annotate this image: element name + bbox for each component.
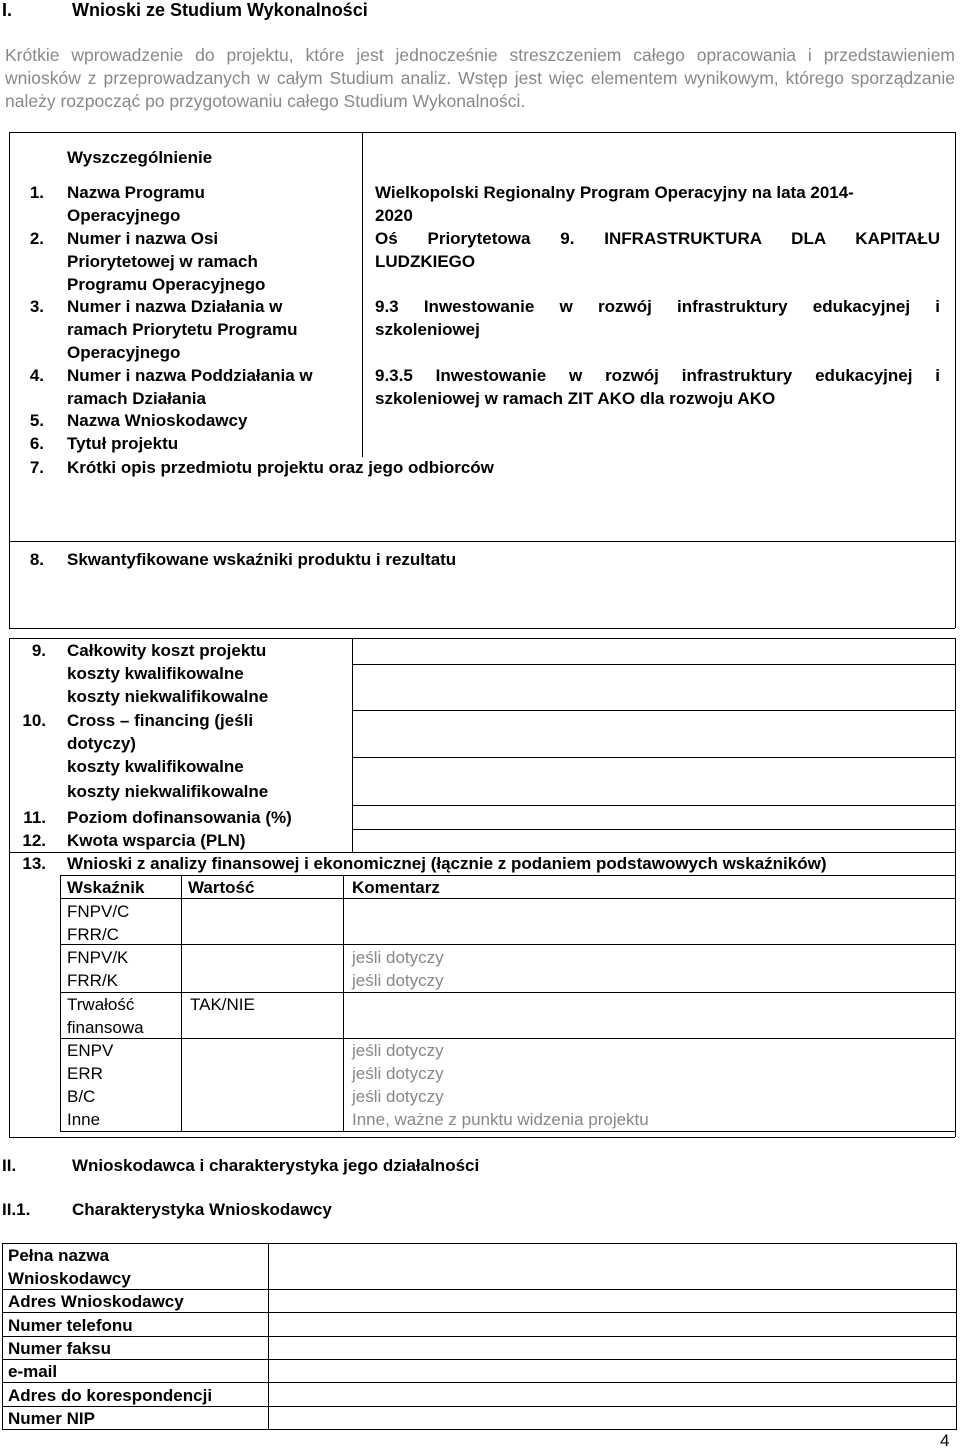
table-header: Wyszczególnienie [67,148,213,167]
intro-paragraph: Krótkie wprowadzenie do projektu, które jest jednocześnie streszczeniem całego opracowania i przedstawieniem wniosków z przeprowadzanych w całym Studium analiz. Wstęp jest więc elementem wynikowym, którego sporządzanie należy rozpocząć po przygotowaniu całego Studium Wykonalności. [5,45,955,111]
row-value: 9.3.5 Inwestowanie w rozwój infrastruktury edukacyjnej i [375,366,940,385]
indicator-header: Wskaźnik [67,878,145,897]
field-label: Numer NIP [8,1409,95,1428]
subsection-number: II.1. [2,1200,31,1219]
row-label: Priorytetowej w ramach [67,252,258,271]
value-header: Wartość [188,878,255,897]
row-number: 9. [31,641,46,660]
indicator-name: ENPV [67,1041,114,1060]
indicator-name: ERR [67,1064,103,1083]
row-label: Programu Operacyjnego [67,275,266,294]
row-value: 9.3 Inwestowanie w rozwój infrastruktury edukacyjnej i [375,297,940,316]
indicator-comment: jeśli dotyczy [352,971,444,990]
row-number: 3. [29,297,44,316]
field-label: Adres Wnioskodawcy [8,1292,184,1311]
field-label: Numer faksu [8,1339,111,1358]
indicator-comment: jeśli dotyczy [352,948,444,967]
row-label: Operacyjnego [67,343,181,362]
row-label: Numer i nazwa Osi [67,229,219,248]
row-label: koszty niekwalifikowalne [67,782,269,801]
section-title: Wnioski ze Studium Wykonalności [72,0,368,20]
row-label: ramach Działania [67,389,206,408]
row-number: 12. [22,831,46,850]
row-label: dotyczy) [67,734,136,753]
row-label: Numer i nazwa Działania w [67,297,283,316]
row-label: Krótki opis przedmiotu projektu oraz jego odbiorców [67,458,494,477]
indicator-comment: Inne, ważne z punktu widzenia projektu [352,1110,649,1129]
row-label: koszty niekwalifikowalne [67,687,269,706]
row-label: Operacyjnego [67,206,181,225]
row-label: koszty kwalifikowalne [67,757,244,776]
indicator-name: FNPV/K [67,948,129,967]
row-label: Skwantyfikowane wskaźniki produktu i rezultatu [67,550,457,569]
row-label: Nazwa Wnioskodawcy [67,411,248,430]
row-number: 10. [22,711,46,730]
row-number: 4. [29,366,44,385]
page-number: 4 [940,1431,950,1450]
indicator-name: FNPV/C [67,902,130,921]
subsection-title: Charakterystyka Wnioskodawcy [72,1200,332,1219]
row-number: 8. [29,550,44,569]
row-label: ramach Priorytetu Programu [67,320,298,339]
row-number: 11. [23,808,46,827]
row-label: Nazwa Programu [67,183,205,202]
comment-header: Komentarz [352,878,440,897]
indicator-name: Trwałość [67,995,135,1014]
row-label: Cross – financing (jeśli [67,711,254,730]
row-label: koszty kwalifikowalne [67,664,244,683]
indicator-name: finansowa [67,1018,144,1037]
field-label: Pełna nazwa [8,1246,110,1265]
row-number: 2. [29,229,44,248]
row-value: szkoleniowej w ramach ZIT AKO dla rozwoju AKO [375,389,776,408]
row-label: Całkowity koszt projektu [67,641,267,660]
field-label: Numer telefonu [8,1316,133,1335]
field-label: e-mail [8,1362,58,1381]
row-label: Kwota wsparcia (PLN) [67,831,246,850]
row-value: LUDZKIEGO [375,252,476,271]
indicator-name: FRR/K [67,971,118,990]
row-number: 1. [29,183,44,202]
row-number: 13. [22,854,46,873]
field-label: Adres do korespondencji [8,1386,213,1405]
row-value: Oś Priorytetowa 9. INFRASTRUKTURA DLA KAPITAŁU [375,229,940,248]
row-value: szkoleniowej [375,320,480,339]
indicator-name: Inne [67,1110,101,1129]
row-number: 5. [29,411,44,430]
indicator-name: B/C [67,1087,96,1106]
section-number: I. [2,0,13,20]
indicator-comment: jeśli dotyczy [352,1064,444,1083]
row-label: Numer i nazwa Poddziałania w [67,366,313,385]
row-label: Poziom dofinansowania (%) [67,808,292,827]
section-number: II. [2,1156,17,1175]
field-label: Wnioskodawcy [8,1269,131,1288]
row-number: 6. [29,434,44,453]
row-label: Wnioski z analizy finansowej i ekonomicznej (łącznie z podaniem podstawowych wskaźników) [67,854,827,873]
row-label: Tytuł projektu [67,434,179,453]
indicator-value: TAK/NIE [190,995,255,1014]
indicator-comment: jeśli dotyczy [352,1041,444,1060]
row-value: 2020 [375,206,413,225]
section-title: Wnioskodawca i charakterystyka jego działalności [72,1156,480,1175]
row-number: 7. [29,458,44,477]
indicator-comment: jeśli dotyczy [352,1087,444,1106]
row-value: Wielkopolski Regionalny Program Operacyjny na lata 2014- [375,183,854,202]
indicator-name: FRR/C [67,925,119,944]
